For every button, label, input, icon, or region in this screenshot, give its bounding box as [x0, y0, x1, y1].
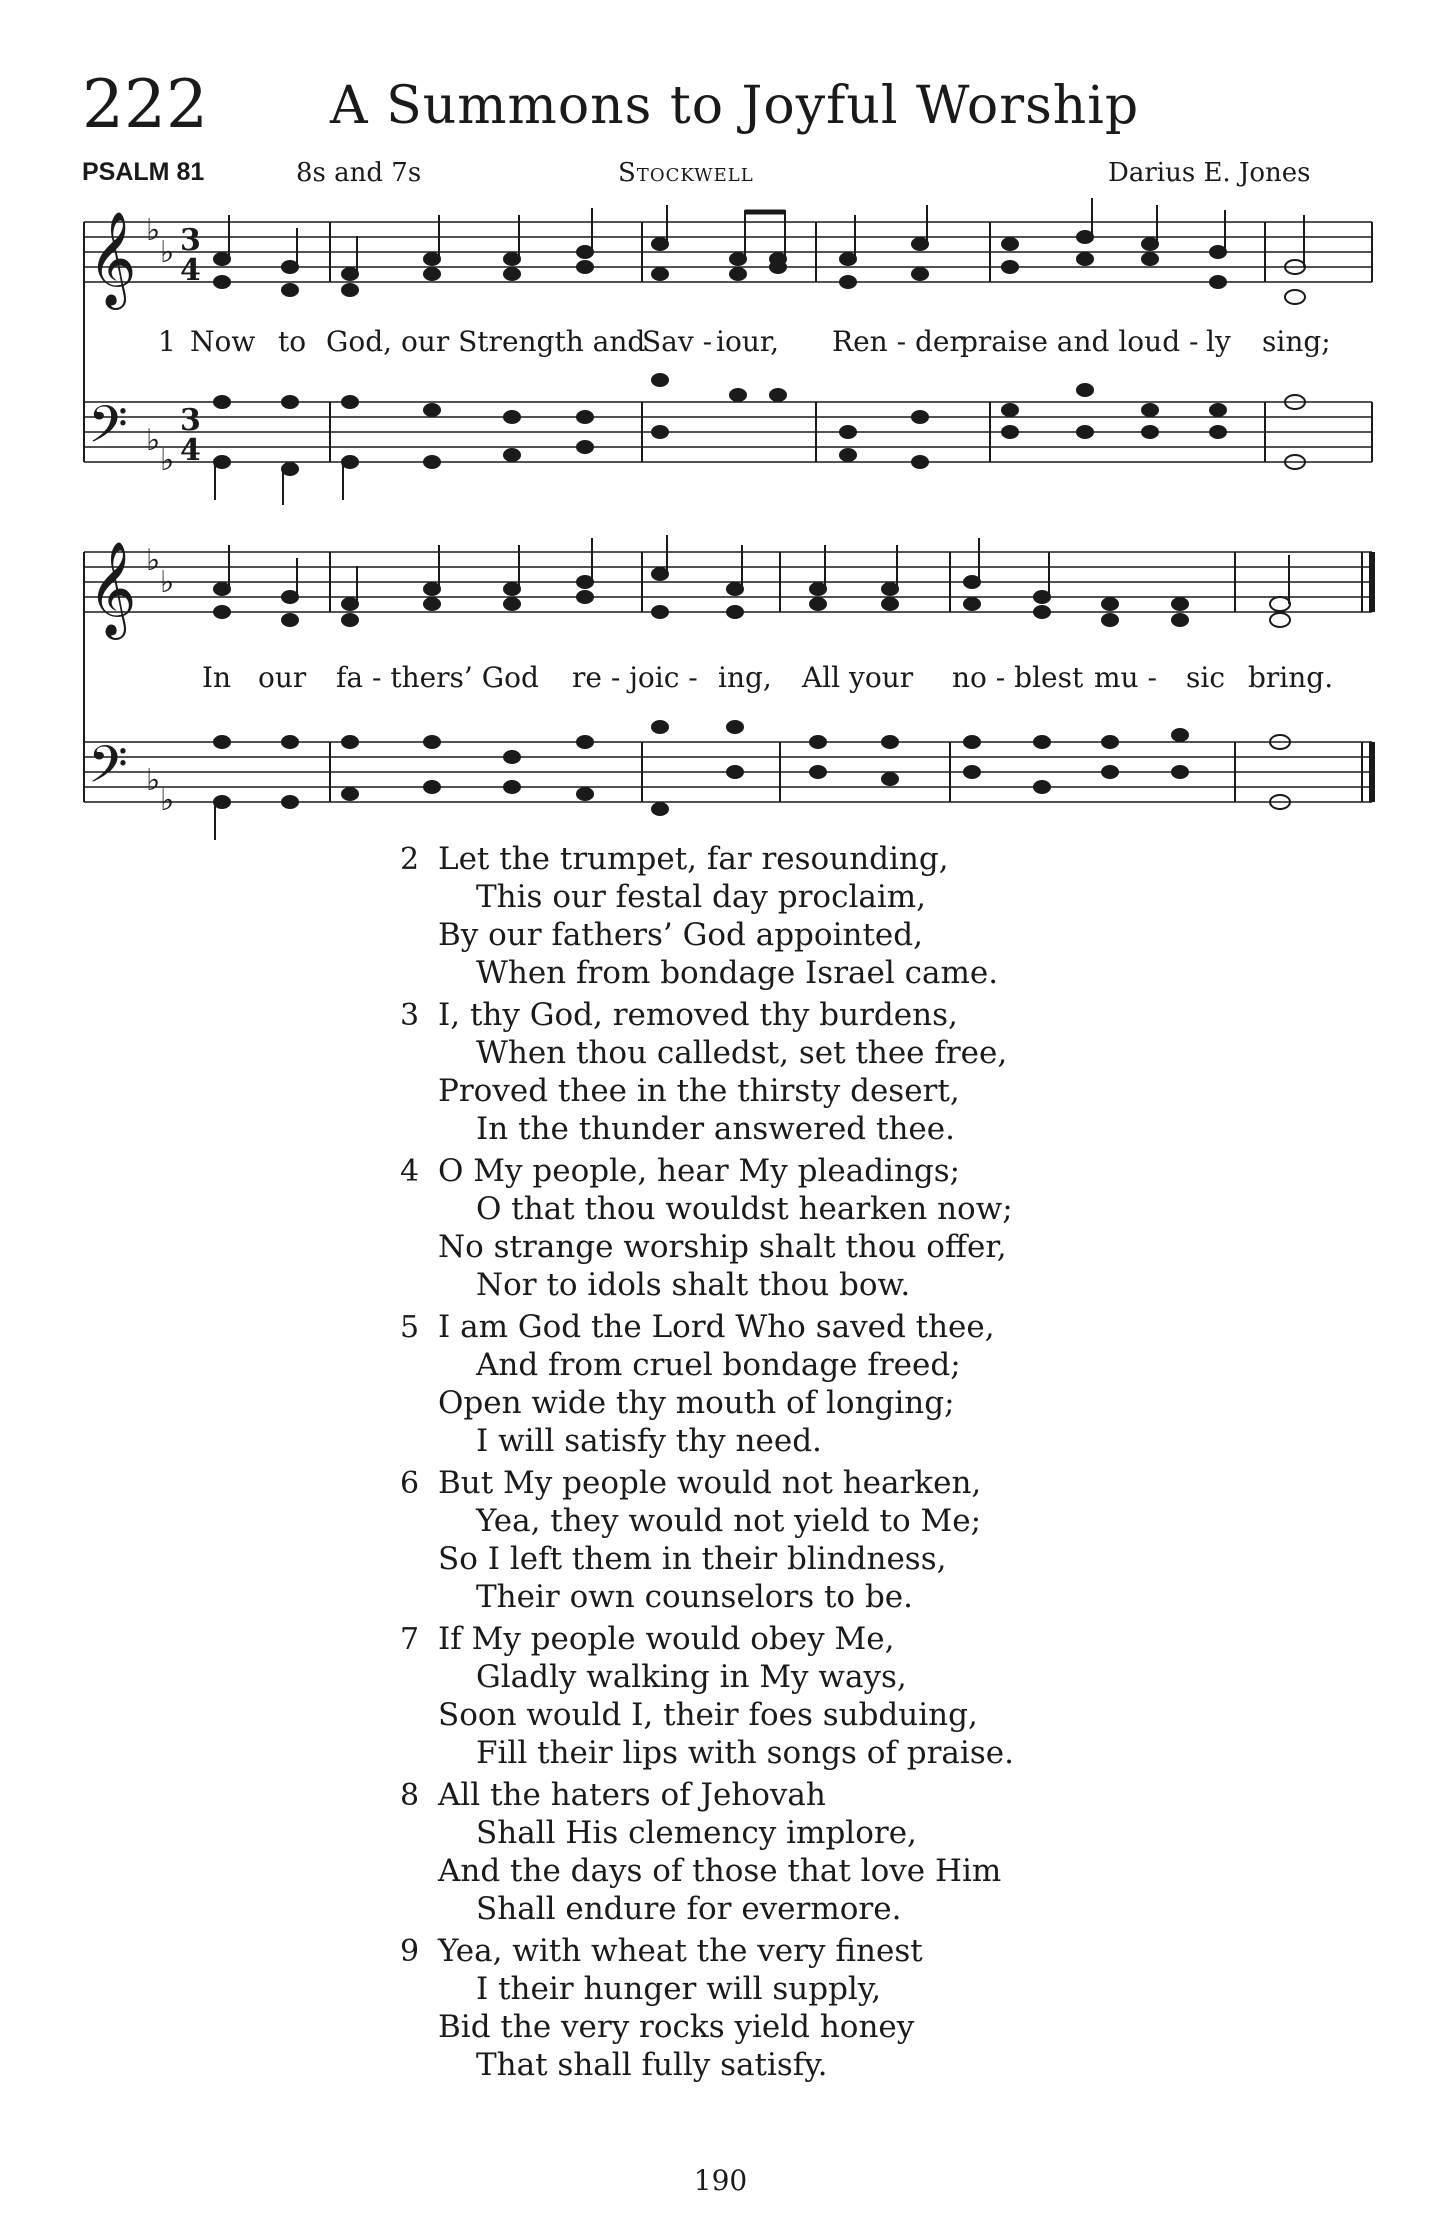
- lyric-syllable: mu -: [1094, 661, 1157, 694]
- stanza-line: All the haters of Jehovah: [438, 1777, 826, 1813]
- stanza-line: When from bondage Israel came.: [476, 955, 999, 991]
- lyric-syllable: God, our Strength and: [326, 325, 646, 358]
- stanza-line: That shall fully satisfy.: [476, 2047, 828, 2083]
- lyric-syllable: sic: [1186, 661, 1226, 694]
- stanza-line: Proved thee in the thirsty desert,: [438, 1073, 960, 1109]
- stanza-line: Yea, with wheat the very finest: [438, 1933, 923, 1969]
- lyric-syllable: In: [202, 661, 232, 694]
- hymn-number: 222: [82, 66, 208, 143]
- time-signature-icon: 4: [180, 253, 201, 288]
- lyric-syllable: our: [258, 661, 307, 694]
- stanza-line: Shall His clemency implore,: [476, 1815, 917, 1851]
- stanza-line: I their hunger will supply,: [476, 1971, 882, 2007]
- bass-clef-icon: 𝄢: [88, 734, 128, 807]
- stanza-line: Their own counselors to be.: [476, 1579, 913, 1615]
- lyric-syllable: Sav -: [642, 325, 713, 358]
- lyric-syllable: no - blest: [952, 661, 1084, 694]
- flat-icon: ♭: [146, 543, 161, 578]
- stanza-number: 3: [400, 998, 420, 1033]
- clefs-system-2: [88, 541, 174, 818]
- stanza-number: 6: [400, 1466, 420, 1501]
- lyric-syllable: to: [278, 325, 307, 358]
- stanza-number: 7: [400, 1622, 420, 1657]
- time-signature-icon: 4: [180, 433, 201, 468]
- meter: 8s and 7s: [296, 158, 422, 188]
- stanza-line: But My people would not hearken,: [438, 1465, 982, 1501]
- tune-name: Stockwell: [618, 158, 754, 188]
- stanza-line: If My people would obey Me,: [438, 1621, 895, 1657]
- lyric-syllable: All your: [802, 661, 914, 694]
- stanza: [400, 1932, 1100, 2084]
- treble-clef-icon: 𝄞: [88, 541, 137, 636]
- time-signature-icon: 3: [180, 403, 201, 438]
- bass-clef-icon: 𝄢: [88, 394, 128, 467]
- stanza-line: Shall endure for evermore.: [476, 1891, 902, 1927]
- page-number: 190: [693, 2164, 748, 2197]
- hymn-title: A Summons to Joyful Worship: [330, 76, 1140, 136]
- lyric-syllable: Ren - der: [832, 325, 963, 358]
- bass-staff-1: [84, 402, 1372, 462]
- stanza: [400, 1464, 1100, 1616]
- lyric-syllable: iour,: [716, 325, 780, 358]
- stanza-number: 9: [400, 1934, 420, 1969]
- lyric-syllable: re - joic -: [572, 661, 698, 694]
- lyric-syllable: fa - thers’ God: [336, 661, 539, 694]
- stanza: [400, 840, 1100, 992]
- stanza-line: And from cruel bondage freed;: [476, 1347, 961, 1383]
- stanza: [400, 1152, 1100, 1304]
- stanza-line: Gladly walking in My ways,: [476, 1659, 907, 1695]
- stanza-number: 5: [400, 1310, 420, 1345]
- lyric-syllable: ing,: [718, 661, 772, 694]
- treble-staff-1: [84, 222, 1372, 282]
- time-signature-icon: 3: [180, 223, 201, 258]
- stanza-line: When thou calledst, set thee free,: [476, 1035, 1008, 1071]
- flat-icon: ♭: [160, 235, 175, 270]
- lyric-syllable: sing;: [1262, 325, 1331, 358]
- stanza-number: 2: [400, 842, 420, 877]
- flat-icon: ♭: [146, 213, 161, 248]
- flat-icon: ♭: [160, 783, 175, 818]
- stanza-line: This our festal day proclaim,: [476, 879, 926, 915]
- lyric-syllable: Now: [190, 325, 256, 358]
- stanza-line: Open wide thy mouth of longing;: [438, 1385, 955, 1421]
- stanza: [400, 1308, 1100, 1460]
- stanza-line: Fill their lips with songs of praise.: [476, 1735, 1014, 1771]
- stanza-number: 4: [400, 1154, 420, 1189]
- stanza: [400, 1620, 1100, 1772]
- stanza-line: And the days of those that love Him: [438, 1853, 1002, 1889]
- stanza: [400, 996, 1100, 1148]
- lyric-syllable: bring.: [1248, 661, 1334, 694]
- stanza-line: O My people, hear My pleadings;: [438, 1153, 961, 1189]
- psalm-reference: PSALM 81: [82, 158, 205, 186]
- music-score: [0, 0, 1441, 840]
- stanza-list: [400, 840, 1100, 2088]
- stanza-line: No strange worship shalt thou offer,: [438, 1229, 1007, 1265]
- stanza-line: So I left them in their blindness,: [438, 1541, 947, 1577]
- treble-clef-icon: 𝄞: [88, 211, 137, 306]
- flat-icon: ♭: [160, 443, 175, 478]
- stanza-line: O that thou wouldst hearken now;: [476, 1191, 1013, 1227]
- stanza-line: I, thy God, removed thy burdens,: [438, 997, 958, 1033]
- stanza: [400, 1776, 1100, 1928]
- stanza-line: Bid the very rocks yield honey: [438, 2009, 915, 2045]
- lyric-syllable: ly: [1206, 325, 1231, 358]
- stanza-line: By our fathers’ God appointed,: [438, 917, 923, 953]
- lyric-syllable: praise and loud -: [960, 325, 1199, 358]
- flat-icon: ♭: [146, 763, 161, 798]
- stanza-line: Nor to idols shalt thou bow.: [476, 1267, 911, 1303]
- stanza-line: Let the trumpet, far resounding,: [438, 841, 949, 877]
- stanza-line: I will satisfy thy need.: [476, 1423, 822, 1459]
- stanza-number: 8: [400, 1778, 420, 1813]
- flat-icon: ♭: [160, 565, 175, 600]
- stanza-line: In the thunder answered thee.: [476, 1111, 955, 1147]
- stanza-line: Yea, they would not yield to Me;: [476, 1503, 982, 1539]
- flat-icon: ♭: [146, 423, 161, 458]
- composer: Darius E. Jones: [1108, 158, 1311, 188]
- stanza-line: I am God the Lord Who saved thee,: [438, 1309, 995, 1345]
- stanza-line: Soon would I, their foes subduing,: [438, 1697, 978, 1733]
- clefs-system-1: [88, 211, 201, 478]
- lyric-verse-number: 1: [158, 325, 176, 358]
